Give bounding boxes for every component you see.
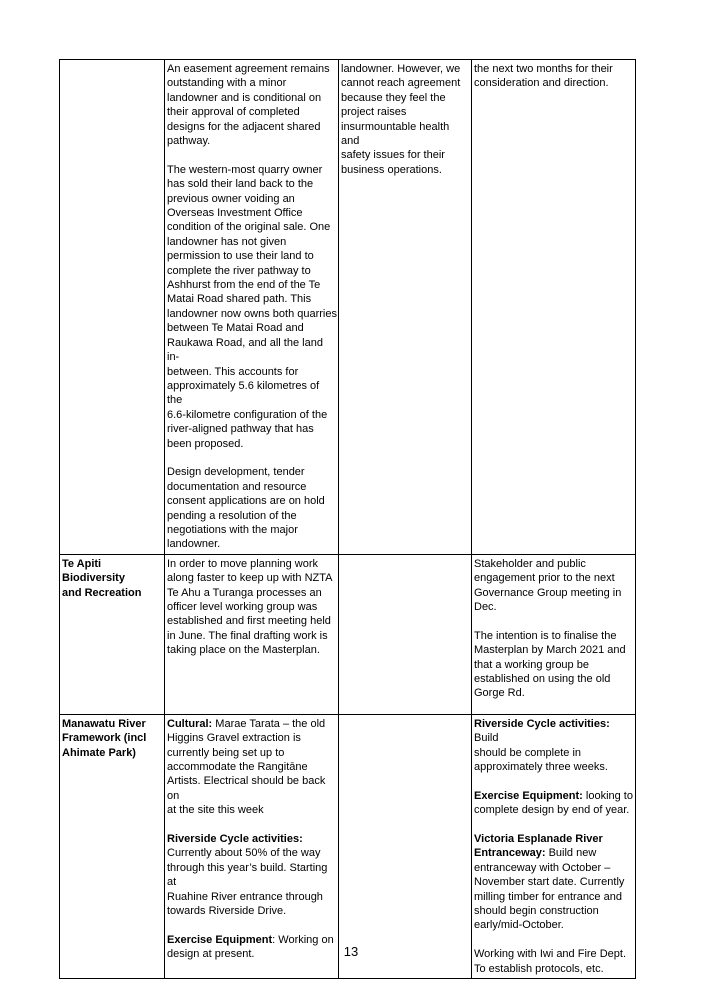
next-steps-paragraph: the next two months for their consideration and direction. <box>474 63 613 90</box>
issues-cell <box>339 554 472 714</box>
next-steps-cell <box>472 714 636 978</box>
update-paragraph: An easement agreement remains outstanding with a minor landowner and is conditional on their approval of completed designs for the adjacent shared pathway. <box>167 63 330 148</box>
cultural-text: Marae Tarata – the old Higgins Gravel extraction is currently being set up to accommodate the Rangitāne Artists. Electrical should be back on at the site this week <box>167 717 326 817</box>
update-paragraph: Design development, tender documentation and resource consent applications are on hold pending a resolution of the negotiations with the major landowner. <box>167 466 325 551</box>
issues-cell <box>339 714 472 978</box>
exercise-text: looking to complete design by end of year. <box>474 789 633 817</box>
page-number: 13 <box>343 944 359 959</box>
project-name: Manawatu River Framework (incl Ahimate Park) <box>62 717 147 759</box>
table-row <box>60 714 636 978</box>
table-row <box>60 60 636 555</box>
next-steps-paragraph <box>474 832 634 933</box>
update-paragraph: The western-most quarry owner has sold their land back to the previous owner voiding an Overseas Investment Office condition of the original sale. One landowner has not given permission to use their land to complete the river pathway to Ashhurst from the end of the Te Matai Road shared path. This landowner now owns both quarries between Te Matai Road and Raukawa Road, and all the land in- between. This accounts for approximately 5.6 kilometres of the 6.6-kilometre configuration of the river-aligned pathway that has been proposed. <box>167 163 337 450</box>
next-steps-cell <box>472 554 636 714</box>
exercise-label: Exercise Equipment: <box>474 789 583 802</box>
update-paragraph: In order to move planning work along faster to keep up with NZTA Te Ahu a Turanga processes an officer level working group was established and first meeting held in June. The final drafting work is taking place on the Masterplan. <box>167 557 333 657</box>
project-cell <box>60 554 165 714</box>
update-cell <box>165 60 339 555</box>
update-cell <box>165 554 339 714</box>
update-cell <box>165 714 339 978</box>
table-row <box>60 554 636 714</box>
next-steps-paragraph <box>474 789 634 818</box>
project-cell <box>60 60 165 555</box>
exercise-text: : Working on design at present. <box>167 933 334 961</box>
riverside-text: Build should be complete in approximately three weeks. <box>474 732 608 773</box>
issues-paragraph: landowner. However, we cannot reach agreement because they feel the project raises insurmountable health and safety issues for their business operations. <box>341 63 461 176</box>
riverside-label: Riverside Cycle activities: <box>474 717 610 730</box>
next-steps-paragraph: Working with Iwi and Fire Dept. To establish protocols, etc. <box>474 948 627 975</box>
victoria-label: Victoria Esplanade River Entranceway: <box>474 833 603 860</box>
riverside-text: Currently about 50% of the way through this year’s build. Starting at Ruahine River entrance through towards Riverside Drive. <box>167 847 328 918</box>
next-steps-paragraph <box>474 717 634 775</box>
project-status-table <box>59 59 636 979</box>
next-steps-paragraph: Stakeholder and public engagement prior to the next Governance Group meeting in Dec. <box>474 557 622 613</box>
project-name: Te Apiti Biodiversity and Recreation <box>62 557 142 599</box>
update-paragraph <box>167 717 337 818</box>
cultural-label: Cultural: <box>167 717 213 730</box>
issues-cell <box>339 60 472 555</box>
update-paragraph <box>167 832 337 918</box>
project-cell <box>60 714 165 978</box>
riverside-label: Riverside Cycle activities: <box>167 833 303 846</box>
next-steps-cell <box>472 60 636 555</box>
next-steps-paragraph: The intention is to finalise the Masterplan by March 2021 and that a working group be established on using the old Gorge Rd. <box>474 629 626 700</box>
victoria-text: Build new entranceway with October – November start date. Currently milling timber for entrance and should begin construction early/mid-October. <box>474 847 625 932</box>
exercise-label: Exercise Equipment <box>167 933 273 946</box>
